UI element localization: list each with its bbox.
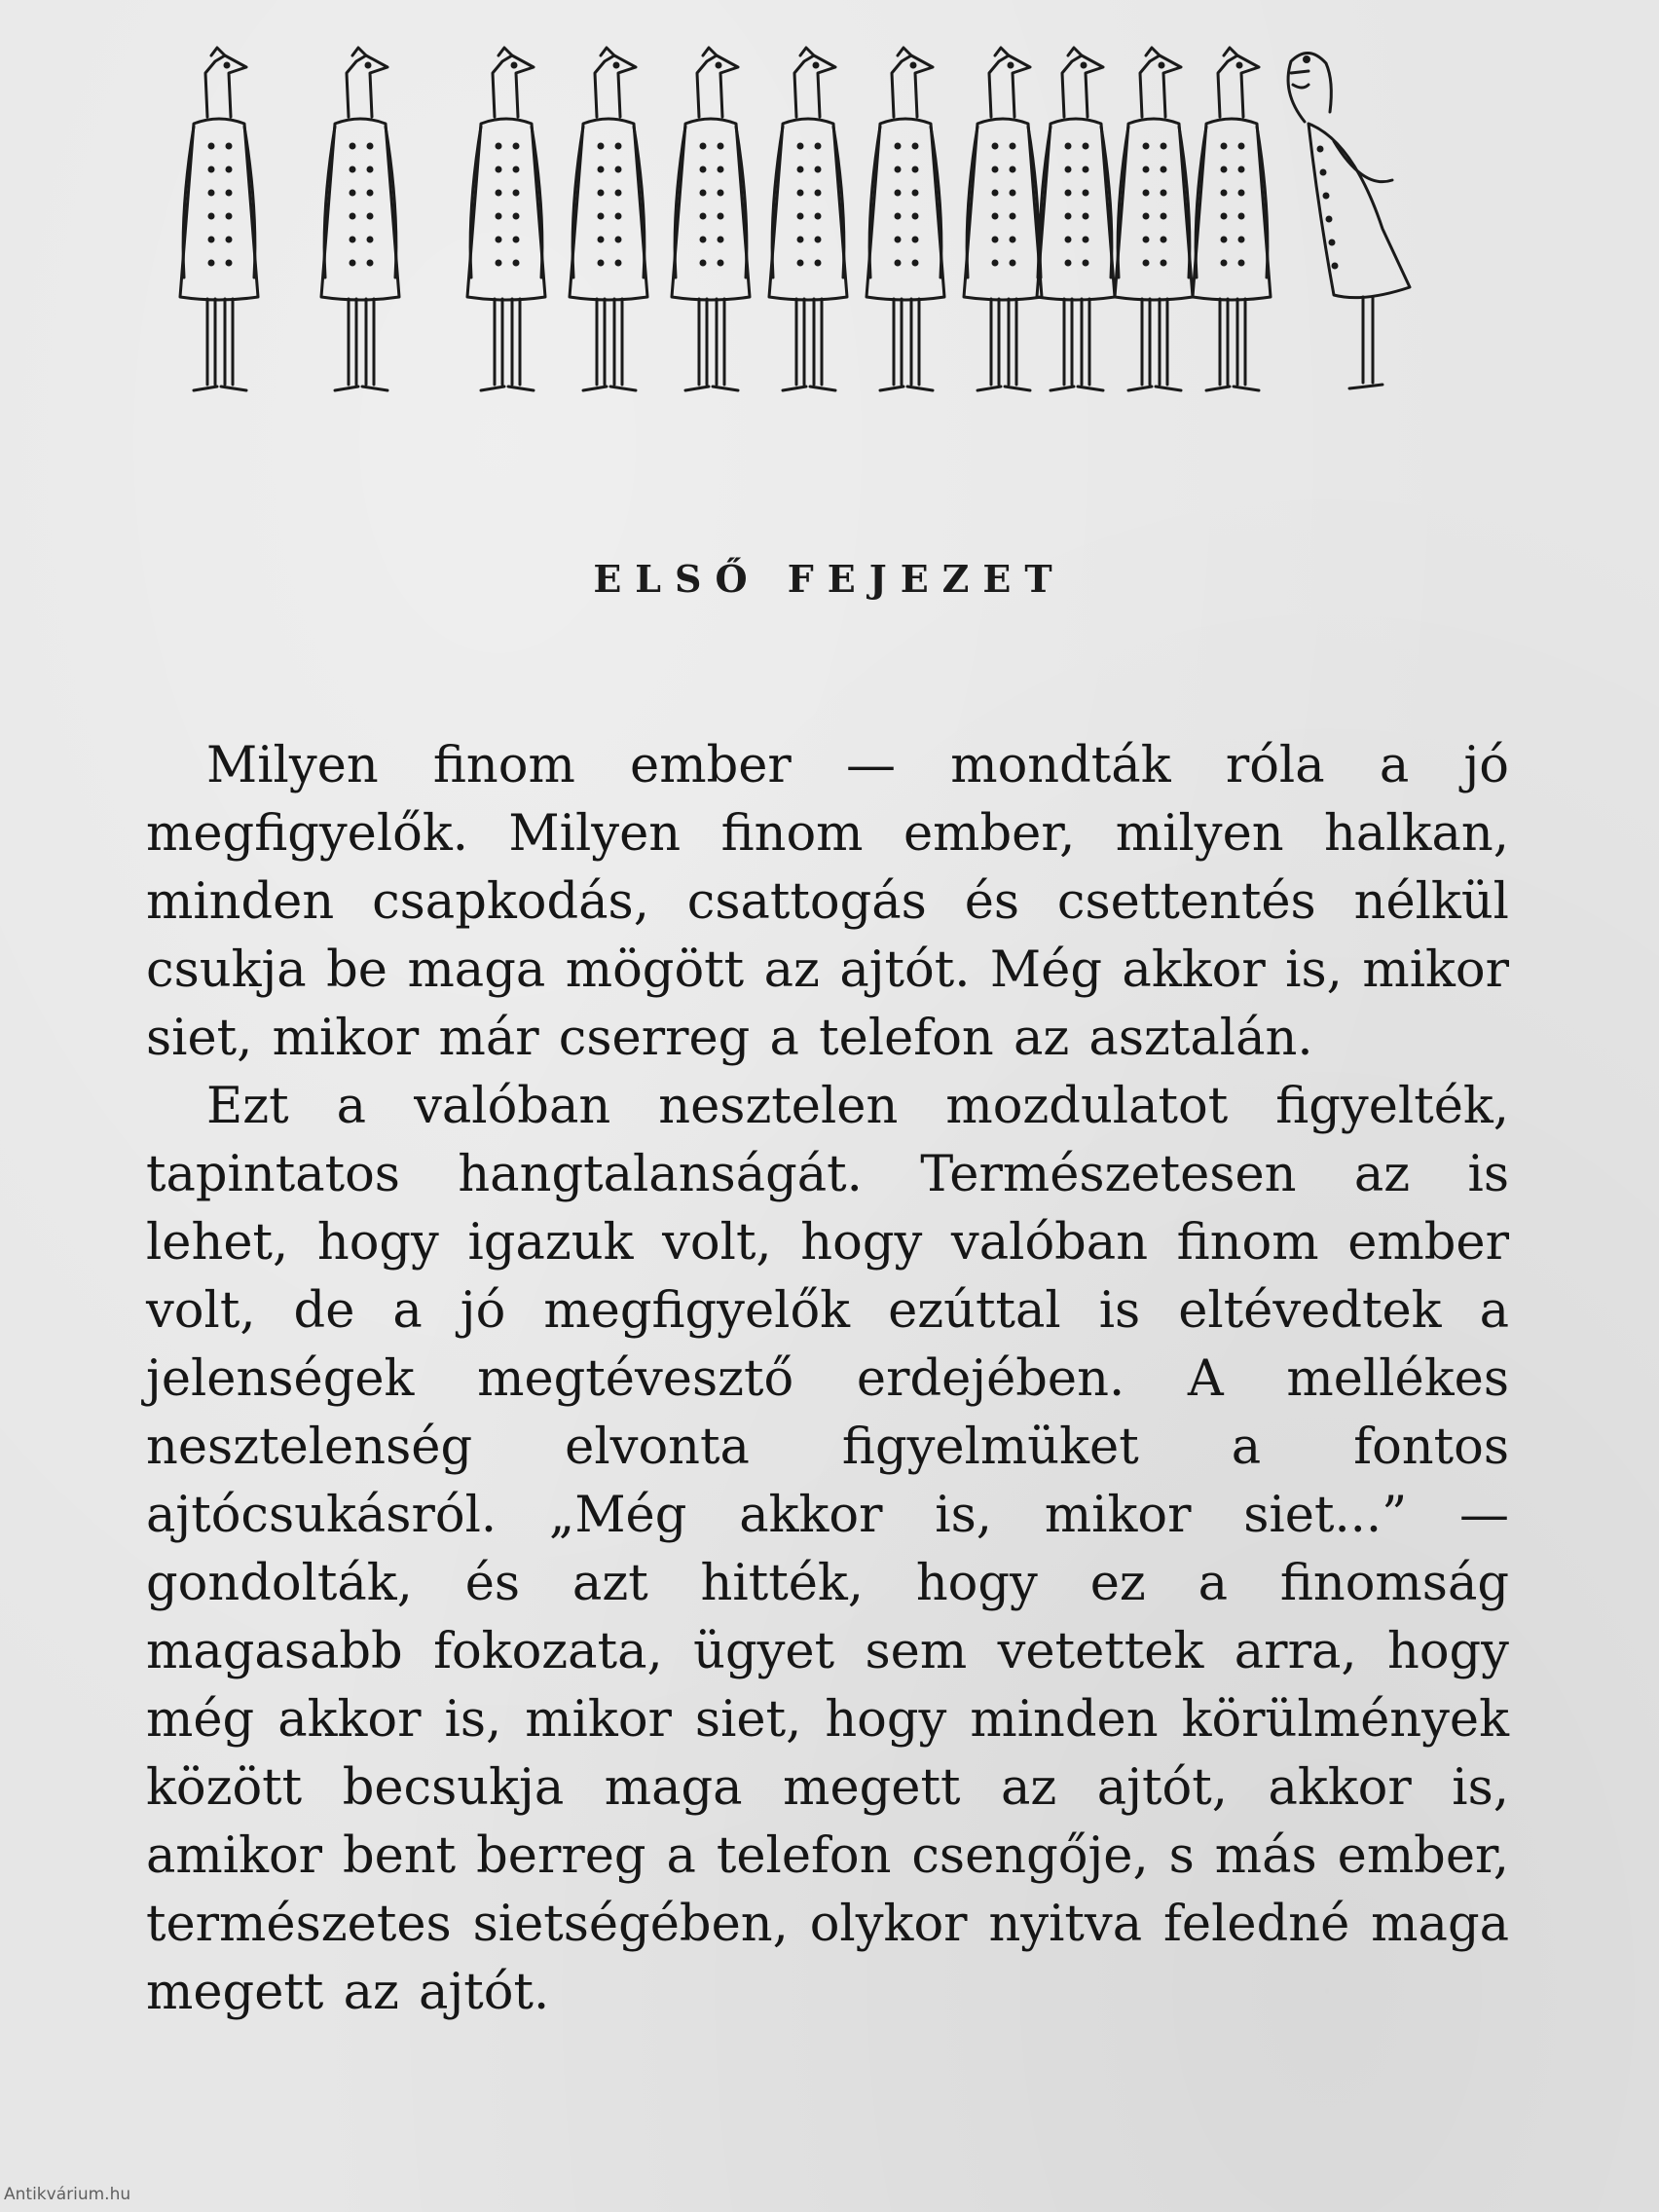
standing-figures-illustration (146, 34, 1490, 414)
standing-figure (672, 48, 750, 390)
standing-figure (769, 48, 847, 390)
standing-figure (866, 48, 944, 390)
standing-figure (1115, 48, 1193, 390)
standing-figure (1037, 48, 1115, 390)
standing-figure (964, 48, 1042, 390)
watermark-text: Antikvárium.hu (4, 2185, 131, 2204)
body-text (146, 732, 1509, 2027)
paragraph-2: Ezt a valóban nesztelen mozdulatot figyelték, tapintatos hangtalanságát. Természetesen az is lehet, hogy igazuk volt, hogy valóban finom ember volt, de a jó megfigyelők ezúttal is eltévedtek a jelenségek megtévesztő erdejében. A mellékes nesztelenség elvonta figyelmüket a fontos ajtócsukásról. „Még akkor is, mikor siet...” — gondolták, és azt hitték, hogy ez a finomság magasabb fokozata, ügyet sem vetettek arra, hogy még akkor is, mikor siet, hogy minden körülmények között becsukja maga megett az ajtót, akkor is, amikor bent berreg a telefon csengője, s más ember, természetes sietségében, olykor nyitva feledné maga megett az ajtót. (146, 1078, 1509, 2021)
standing-figure (570, 48, 647, 390)
chapter-title: ELSŐ FEJEZET (593, 557, 1066, 601)
standing-figure (1193, 48, 1271, 390)
leaning-figure (1288, 53, 1410, 388)
standing-figure (321, 48, 399, 390)
paragraph-1: Milyen finom ember — mondták róla a jó megfigyelők. Milyen finom ember, milyen halkan, minden csapkodás, csattogás és csettentés nélkül csukja be maga mögött az ajtót. Még akkor is, mikor siet, mikor már cserreg a telefon az asztalán. (146, 737, 1509, 1067)
standing-figure (180, 48, 258, 390)
standing-figure (467, 48, 545, 390)
